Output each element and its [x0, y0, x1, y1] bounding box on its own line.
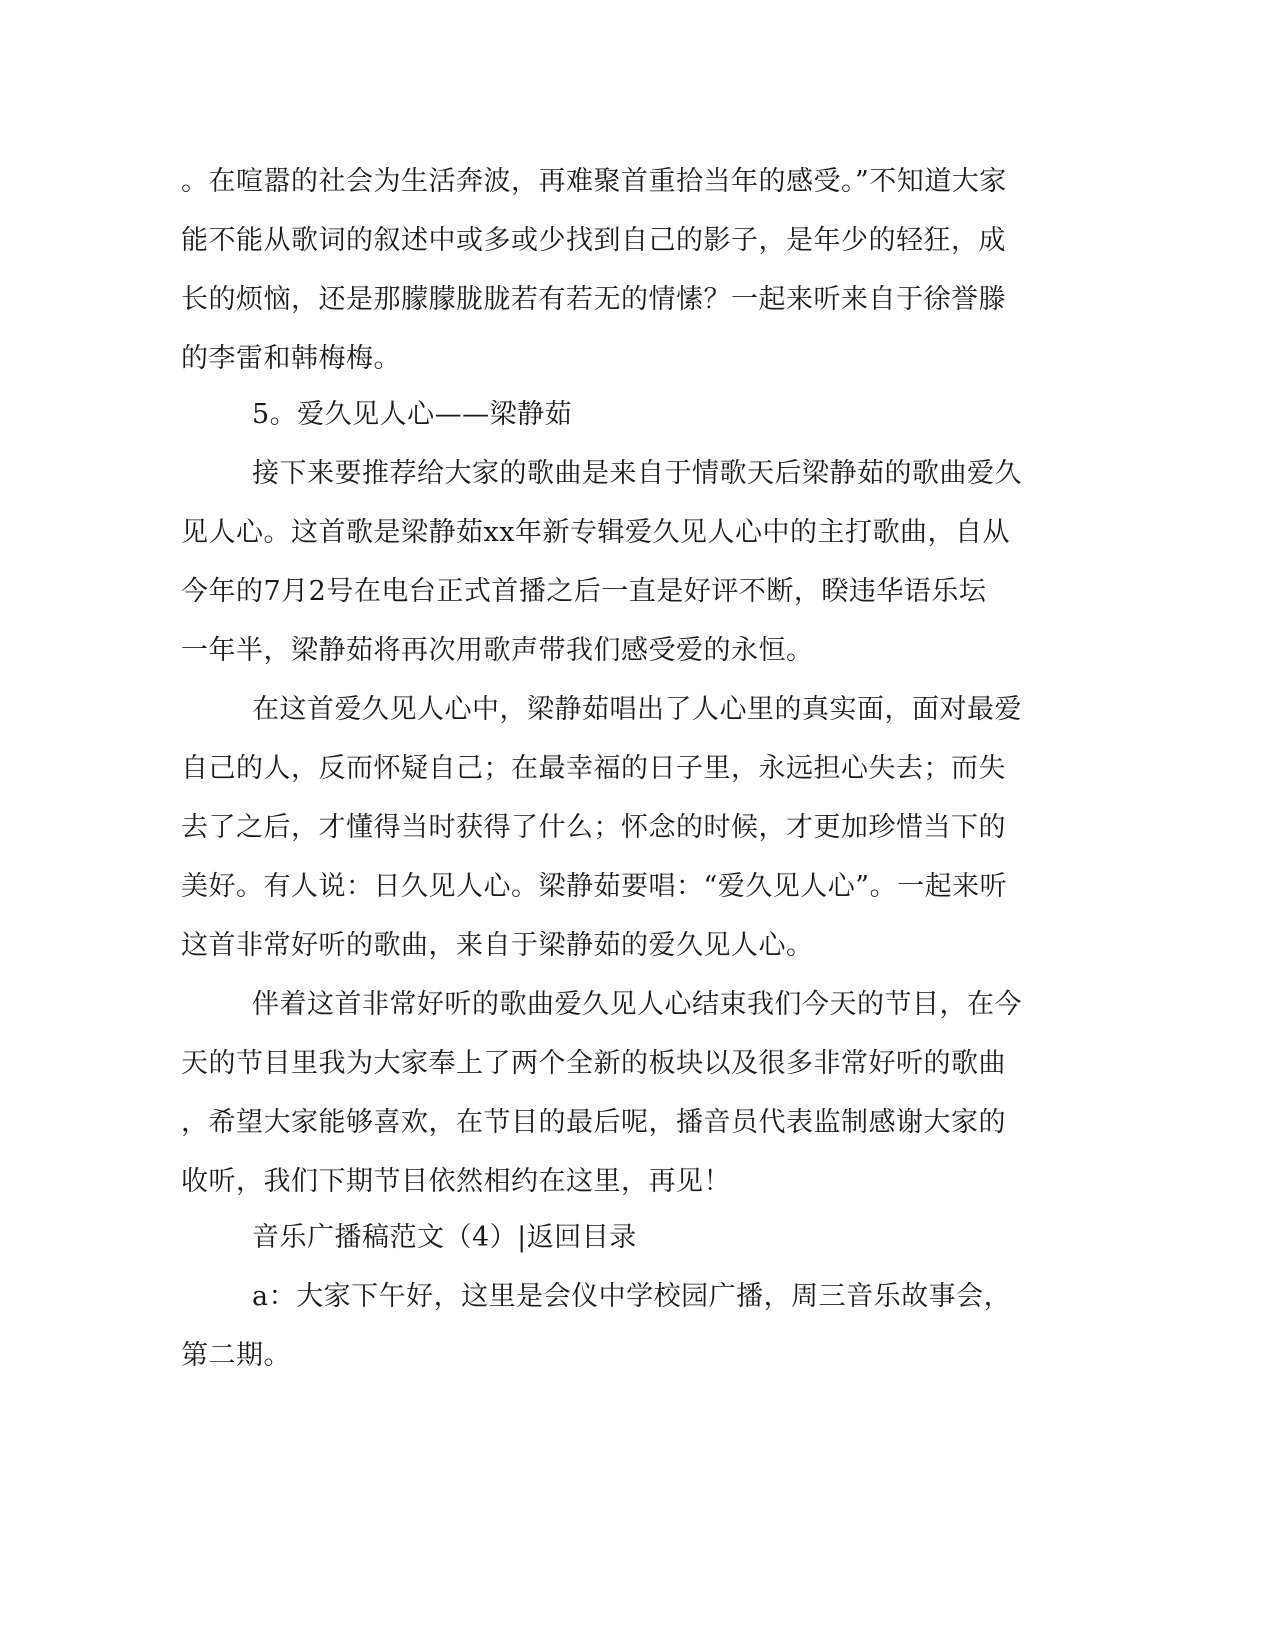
section-heading: 音乐广播稿范文（4）|返回目录	[252, 1222, 637, 1253]
text-line: 接下来要推荐给大家的歌曲是来自于情歌天后梁静茹的歌曲爱久	[252, 458, 1022, 489]
section-heading: 5。爱久见人心——梁静茹	[252, 399, 573, 430]
text-line: 的李雷和韩梅梅。	[181, 343, 401, 374]
text-line: 在这首爱久见人心中，梁静茹唱出了人心里的真实面，面对最爱	[252, 694, 1022, 725]
text-line: 一年半，梁静茹将再次用歌声带我们感受爱的永恒。	[181, 635, 814, 666]
text-line: 这首非常好听的歌曲，来自于梁静茹的爱久见人心。	[181, 930, 814, 961]
text-line: 能不能从歌词的叙述中或多或少找到自己的影子，是年少的轻狂，成	[181, 225, 1006, 256]
text-line: 收听，我们下期节目依然相约在这里，再见！	[181, 1166, 731, 1197]
text-line: ，希望大家能够喜欢，在节目的最后呢，播音员代表监制感谢大家的	[181, 1107, 1006, 1138]
text-line: 美好。有人说：日久见人心。梁静茹要唱：“爱久见人心”。一起来听	[181, 871, 1008, 902]
text-line: 去了之后，才懂得当时获得了什么；怀念的时候，才更加珍惜当下的	[181, 812, 1006, 843]
text-line: 伴着这首非常好听的歌曲爱久见人心结束我们今天的节目，在今	[252, 989, 1022, 1020]
text-line: 。在喧嚣的社会为生活奔波，再难聚首重拾当年的感受。”不知道大家	[181, 166, 1007, 197]
text-line: 今年的7月2号在电台正式首播之后一直是好评不断，睽违华语乐坛	[181, 576, 987, 607]
text-line: 自己的人，反而怀疑自己；在最幸福的日子里，永远担心失去；而失	[181, 753, 1006, 784]
text-line: 第二期。	[181, 1340, 291, 1371]
text-line: 天的节目里我为大家奉上了两个全新的板块以及很多非常好听的歌曲	[181, 1048, 1006, 1079]
text-line: a：大家下午好，这里是会仪中学校园广播，周三音乐故事会，	[252, 1281, 1012, 1312]
text-line: 见人心。这首歌是梁静茹xx年新专辑爱久见人心中的主打歌曲，自从	[181, 517, 1010, 548]
text-line: 长的烦恼，还是那朦朦胧胧若有若无的情愫？一起来听来自于徐誉滕	[181, 284, 1006, 315]
